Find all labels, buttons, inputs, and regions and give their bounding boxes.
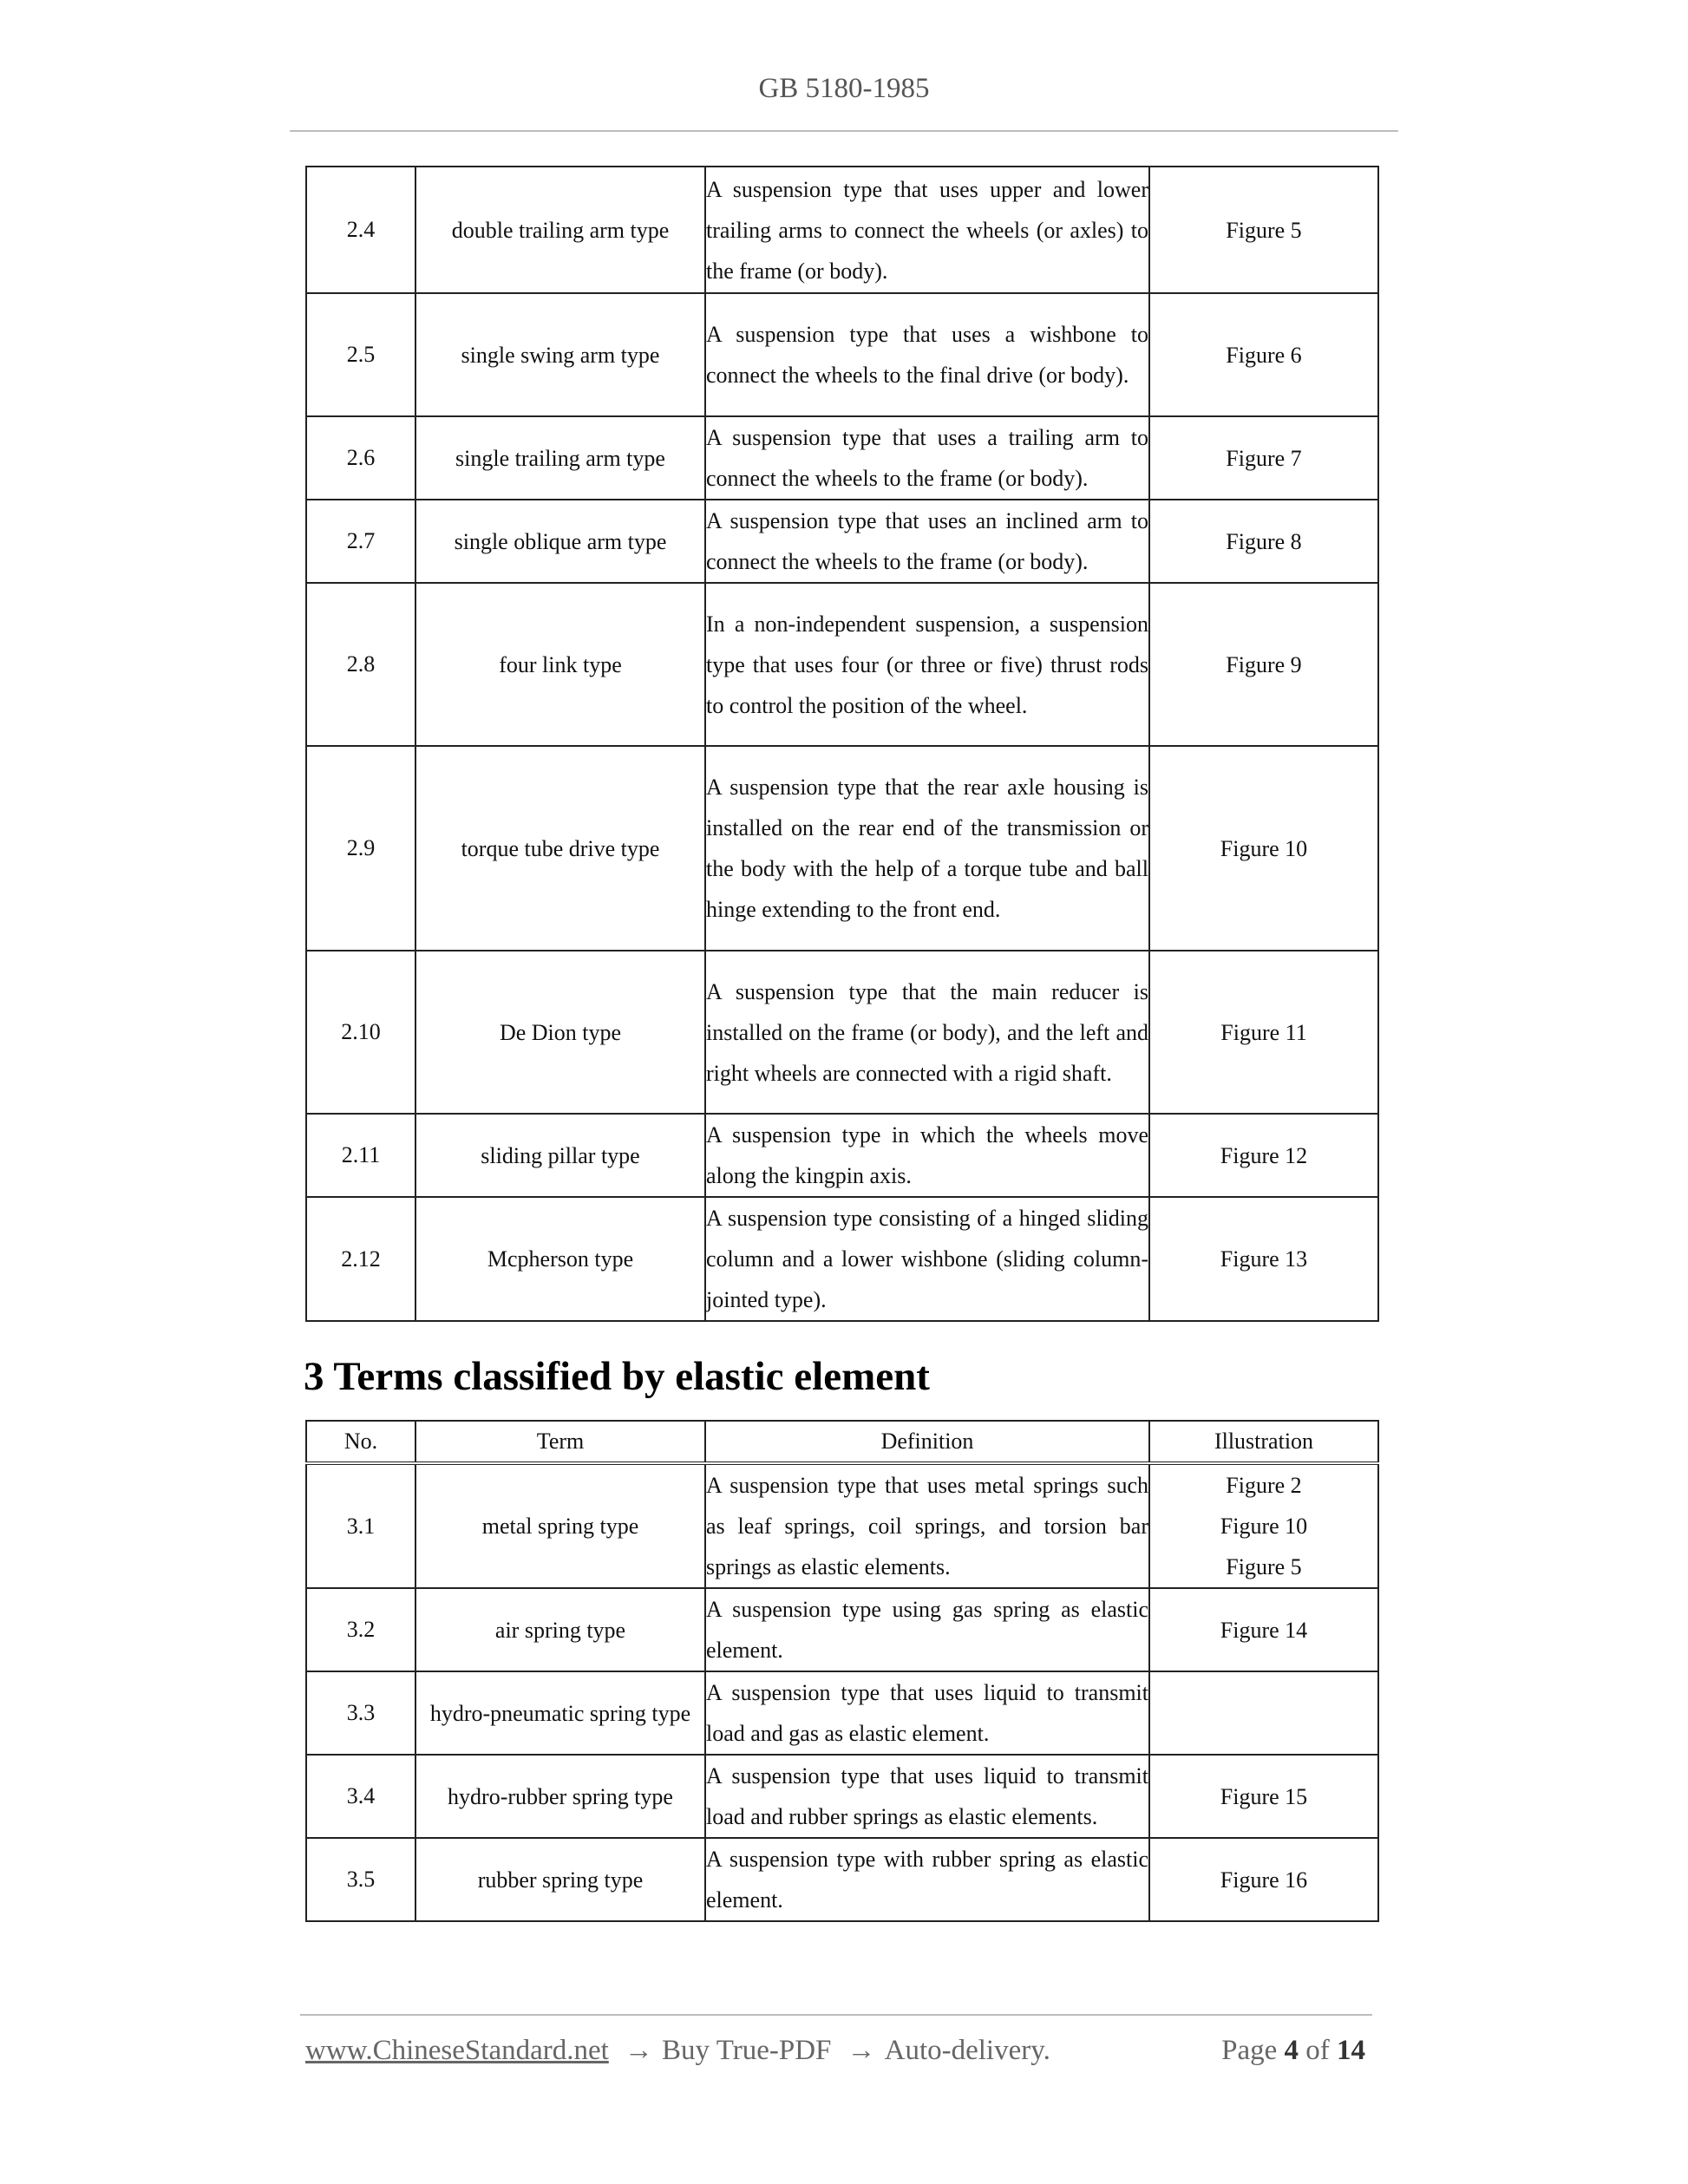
table-row	[306, 167, 1378, 293]
row-term: De Dion type	[415, 951, 705, 1114]
column-header-definition: Definition	[705, 1421, 1149, 1463]
row-definition: A suspension type that uses liquid to transmit load and gas as elastic element.	[705, 1671, 1149, 1755]
table-row	[306, 583, 1378, 746]
section-heading: 3 Terms classified by elastic element	[304, 1354, 930, 1399]
table-row	[306, 416, 1378, 500]
row-number: 2.5	[306, 293, 415, 416]
row-definition: In a non-independent suspension, a suspension type that uses four (or three or five) thrust rods to control the position of the wheel.	[705, 583, 1149, 746]
column-header-illustration: Illustration	[1149, 1421, 1378, 1463]
row-number: 3.1	[306, 1463, 415, 1588]
row-illustration: Figure 11	[1149, 951, 1378, 1114]
row-term: rubber spring type	[415, 1838, 705, 1921]
table-row	[306, 1197, 1378, 1321]
row-definition: A suspension type that uses upper and lower trailing arms to connect the wheels (or axles) to the frame (or body).	[705, 167, 1149, 293]
table-row	[306, 746, 1378, 951]
row-illustration: Figure 13	[1149, 1197, 1378, 1321]
row-number: 2.11	[306, 1114, 415, 1197]
table-header-row	[306, 1421, 1378, 1463]
row-definition: A suspension type that uses an inclined arm to connect the wheels to the frame (or body).	[705, 500, 1149, 583]
row-definition: A suspension type that the rear axle housing is installed on the rear end of the transmission or the body with the help of a torque tube and ball hinge extending to the front end.	[705, 746, 1149, 951]
row-term: hydro-pneumatic spring type	[415, 1671, 705, 1755]
row-definition: A suspension type that uses metal springs such as leaf springs, coil springs, and torsion bar springs as elastic elements.	[705, 1463, 1149, 1588]
page-of-label: of	[1305, 2035, 1330, 2066]
row-illustration: Figure 16	[1149, 1838, 1378, 1921]
row-number: 2.4	[306, 167, 415, 293]
column-header-no: No.	[306, 1421, 415, 1463]
table-row	[306, 1838, 1378, 1921]
row-illustration: Figure 12	[1149, 1114, 1378, 1197]
row-number: 2.6	[306, 416, 415, 500]
row-number: 2.9	[306, 746, 415, 951]
table-row	[306, 293, 1378, 416]
row-illustration: Figure 2 Figure 10 Figure 5	[1149, 1463, 1378, 1588]
row-term: four link type	[415, 583, 705, 746]
table-row	[306, 1588, 1378, 1671]
auto-delivery-text: Auto-delivery.	[884, 2035, 1050, 2066]
page-label: Page	[1221, 2035, 1278, 2066]
row-term: single oblique arm type	[415, 500, 705, 583]
page-current: 4	[1284, 2035, 1299, 2066]
terms-table-body	[306, 1463, 1378, 1921]
row-number: 2.7	[306, 500, 415, 583]
row-term: Mcpherson type	[415, 1197, 705, 1321]
buy-pdf-link[interactable]: Buy True-PDF	[662, 2035, 832, 2066]
row-number: 3.4	[306, 1755, 415, 1838]
row-illustration: Figure 6	[1149, 293, 1378, 416]
arrow-right-icon: →	[847, 2035, 876, 2066]
row-illustration	[1149, 1671, 1378, 1755]
terms-table-section-2	[305, 166, 1379, 1322]
row-number: 2.12	[306, 1197, 415, 1321]
footer-divider	[300, 2014, 1372, 2016]
row-term: torque tube drive type	[415, 746, 705, 951]
row-illustration: Figure 14	[1149, 1588, 1378, 1671]
table-row	[306, 1755, 1378, 1838]
table-row	[306, 951, 1378, 1114]
row-definition: A suspension type that uses liquid to transmit load and rubber springs as elastic elements.	[705, 1755, 1149, 1838]
terms-table-body	[306, 167, 1378, 1321]
row-number: 3.5	[306, 1838, 415, 1921]
row-illustration: Figure 10	[1149, 746, 1378, 951]
row-term: hydro-rubber spring type	[415, 1755, 705, 1838]
arrow-right-icon: →	[625, 2035, 654, 2066]
row-definition: A suspension type consisting of a hinged sliding column and a lower wishbone (sliding column-jointed type).	[705, 1197, 1149, 1321]
terms-table-section-3	[305, 1420, 1379, 1922]
row-term: single trailing arm type	[415, 416, 705, 500]
row-definition: A suspension type with rubber spring as elastic element.	[705, 1838, 1149, 1921]
row-definition: A suspension type that uses a wishbone to connect the wheels to the final drive (or body).	[705, 293, 1149, 416]
row-term: double trailing arm type	[415, 167, 705, 293]
row-definition: A suspension type using gas spring as elastic element.	[705, 1588, 1149, 1671]
row-illustration: Figure 7	[1149, 416, 1378, 500]
column-header-term: Term	[415, 1421, 705, 1463]
table-row	[306, 1463, 1378, 1588]
row-term: sliding pillar type	[415, 1114, 705, 1197]
row-term: metal spring type	[415, 1463, 705, 1588]
row-illustration: Figure 8	[1149, 500, 1378, 583]
footer-links	[305, 2035, 1050, 2067]
row-illustration: Figure 5	[1149, 167, 1378, 293]
row-illustration: Figure 15	[1149, 1755, 1378, 1838]
table-header	[306, 1421, 1378, 1463]
table-row	[306, 1114, 1378, 1197]
site-link[interactable]: www.ChineseStandard.net	[305, 2035, 609, 2066]
page-header-title: GB 5180-1985	[758, 73, 930, 104]
row-term: single swing arm type	[415, 293, 705, 416]
row-definition: A suspension type that uses a trailing arm to connect the wheels to the frame (or body).	[705, 416, 1149, 500]
header-divider	[290, 130, 1398, 132]
row-number: 3.2	[306, 1588, 415, 1671]
row-number: 2.8	[306, 583, 415, 746]
row-number: 2.10	[306, 951, 415, 1114]
row-number: 3.3	[306, 1671, 415, 1755]
table-row	[306, 1671, 1378, 1755]
row-definition: A suspension type that the main reducer is installed on the frame (or body), and the left and right wheels are connected with a rigid shaft.	[705, 951, 1149, 1114]
table-row	[306, 500, 1378, 583]
page-total: 14	[1337, 2035, 1365, 2066]
page-indicator	[1221, 2035, 1365, 2067]
row-term: air spring type	[415, 1588, 705, 1671]
row-illustration: Figure 9	[1149, 583, 1378, 746]
row-definition: A suspension type in which the wheels move along the kingpin axis.	[705, 1114, 1149, 1197]
